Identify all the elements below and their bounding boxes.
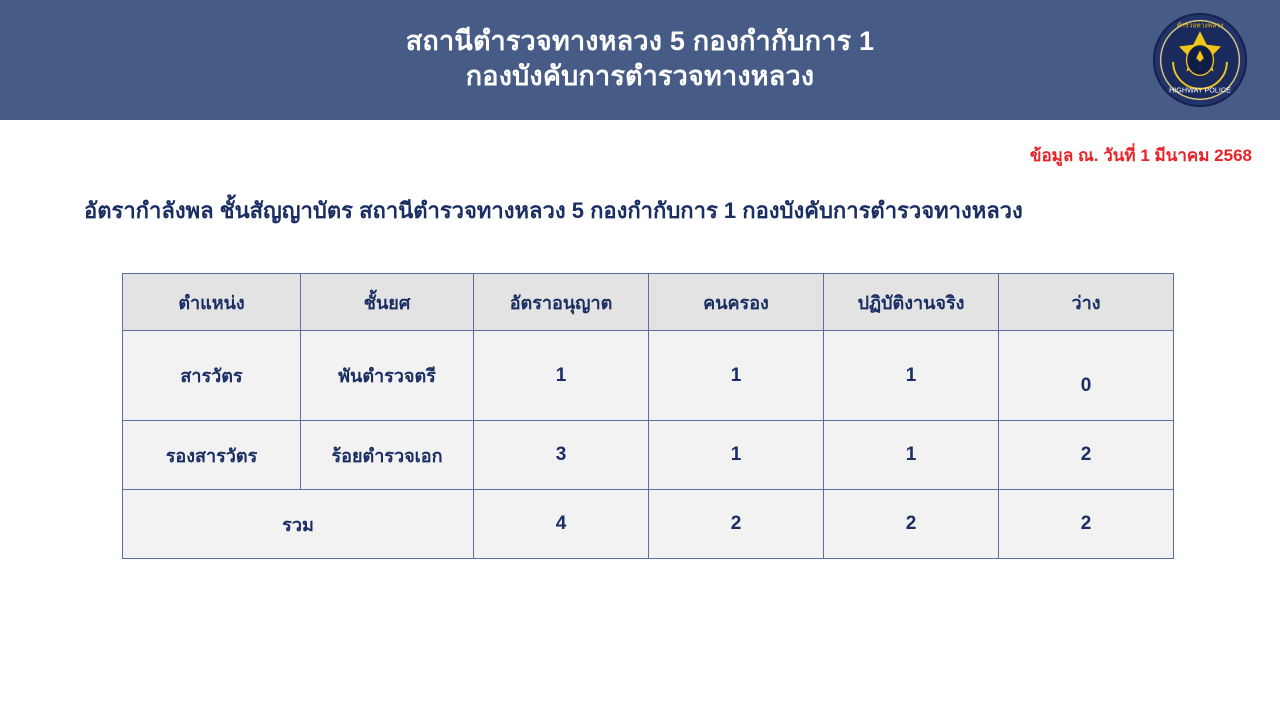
- cell-total-actual: 2: [824, 490, 999, 559]
- cell-position: รองสารวัตร: [123, 421, 301, 490]
- cell-total-quota: 4: [474, 490, 649, 559]
- table-row: [123, 421, 1174, 490]
- staff-table: [122, 273, 1174, 559]
- column-header-filled: คนครอง: [649, 274, 824, 331]
- cell-filled: 1: [649, 331, 824, 421]
- column-header-quota: อัตราอนุญาต: [474, 274, 649, 331]
- table-total-row: [123, 490, 1174, 559]
- column-header-vacant: ว่าง: [999, 274, 1174, 331]
- header-title-line-2: กองบังคับการตำรวจทางหลวง: [465, 60, 815, 91]
- cell-total-vacant: 2: [999, 490, 1174, 559]
- page-title: อัตรากำลังพล ชั้นสัญญาบัตร สถานีตำรวจทางหลวง 5 กองกำกับการ 1 กองบังคับการตำรวจทางหลวง: [84, 198, 1023, 223]
- cell-rank: ร้อยตำรวจเอก: [301, 421, 474, 490]
- cell-position: สารวัตร: [123, 331, 301, 421]
- data-as-of-date: ข้อมูล ณ. วันที่ 1 มีนาคม 2568: [1029, 146, 1252, 165]
- staff-table-body: [123, 331, 1174, 559]
- cell-actual: 1: [824, 421, 999, 490]
- svg-text:ตำรวจทางหลวง: ตำรวจทางหลวง: [1176, 22, 1224, 30]
- highway-police-logo-icon: [1152, 12, 1248, 108]
- column-header-actual: ปฏิบัติงานจริง: [824, 274, 999, 331]
- header-title: [0, 24, 1280, 93]
- column-header-position: ตำแหน่ง: [123, 274, 301, 331]
- table-header-row: [123, 274, 1174, 331]
- cell-filled: 1: [649, 421, 824, 490]
- svg-text:HIGHWAY POLICE: HIGHWAY POLICE: [1169, 85, 1231, 95]
- cell-total-label: รวม: [123, 490, 474, 559]
- table-row: [123, 331, 1174, 421]
- cell-quota: 1: [474, 331, 649, 421]
- cell-total-filled: 2: [649, 490, 824, 559]
- column-header-rank: ชั้นยศ: [301, 274, 474, 331]
- cell-quota: 3: [474, 421, 649, 490]
- cell-rank: พันตำรวจตรี: [301, 331, 474, 421]
- cell-vacant: 2: [999, 421, 1174, 490]
- cell-actual: 1: [824, 331, 999, 421]
- cell-vacant: 0: [999, 331, 1174, 421]
- staff-table-head: [123, 274, 1174, 331]
- page-header: [0, 0, 1280, 120]
- staff-table-container: [122, 273, 1174, 559]
- header-title-line-1: สถานีตำรวจทางหลวง 5 กองกำกับการ 1: [405, 26, 875, 56]
